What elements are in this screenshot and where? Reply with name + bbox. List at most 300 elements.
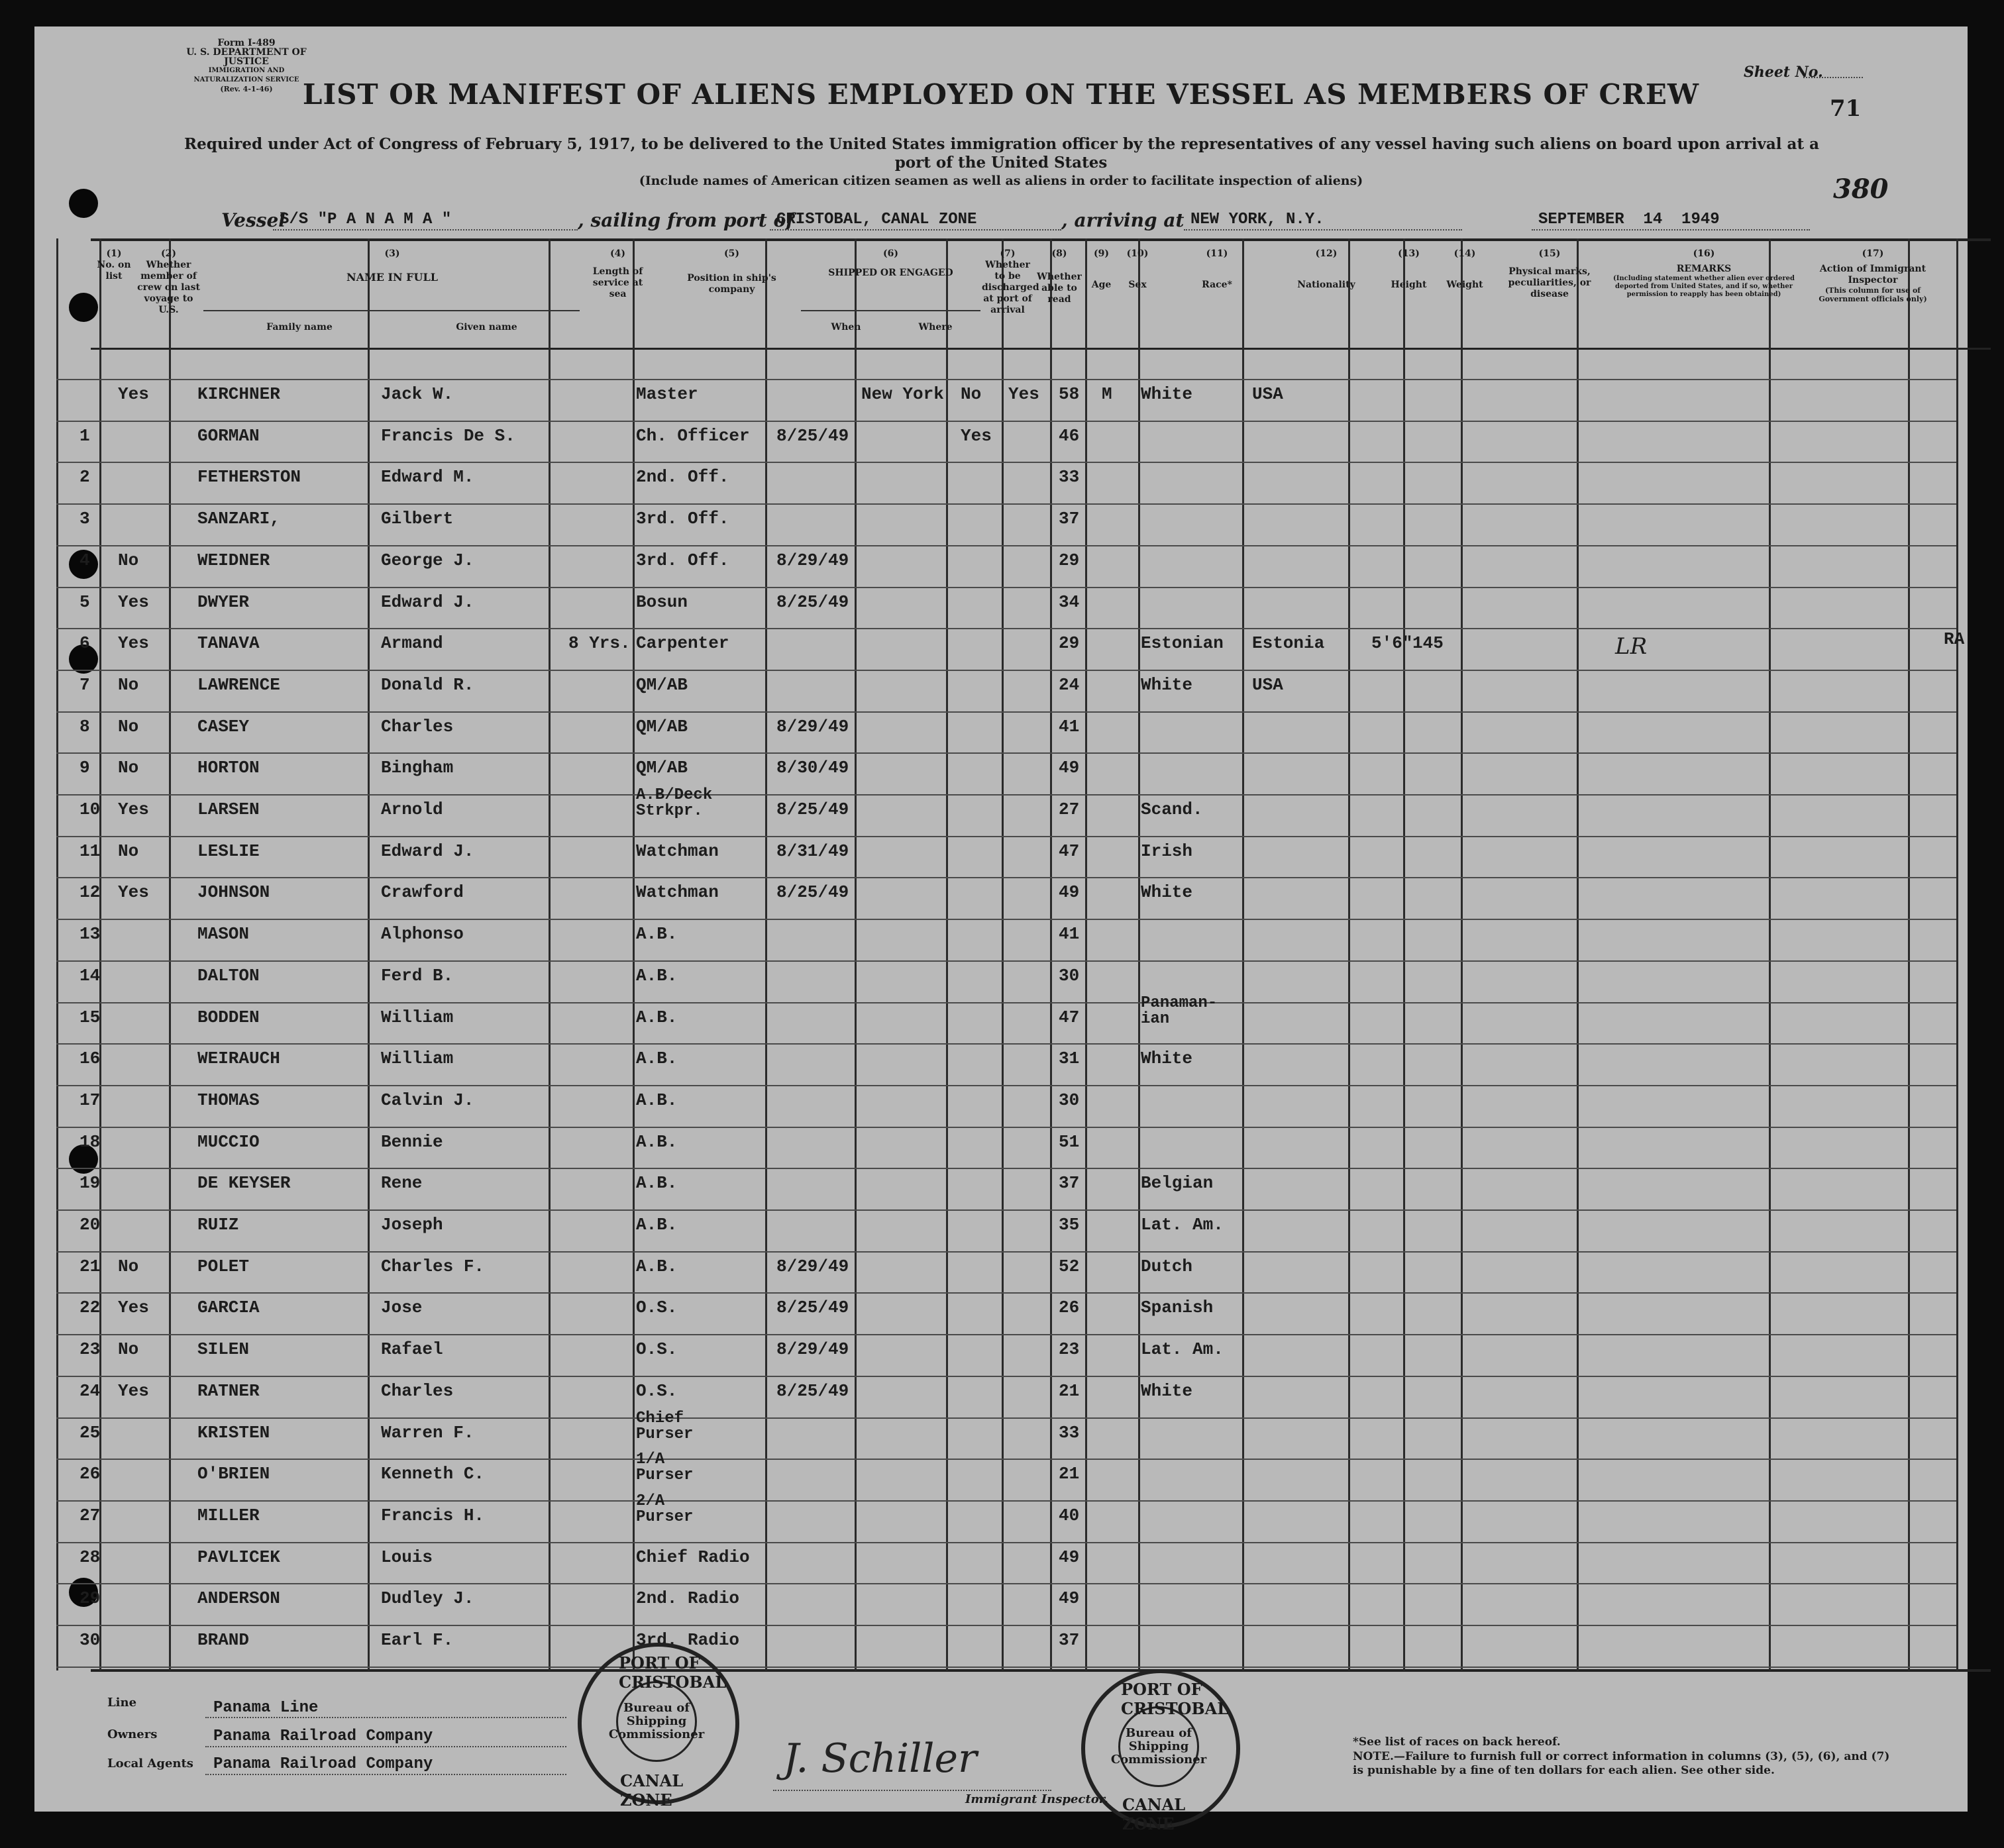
cell-race: White: [1141, 1381, 1193, 1401]
sheet-number: 71: [1830, 95, 1862, 122]
column-rule: [549, 238, 551, 1670]
cell-no: 26: [79, 1464, 101, 1484]
cell-weight: 145: [1412, 633, 1444, 653]
cell-age: 58: [1059, 384, 1080, 404]
cell-position: Carpenter: [636, 633, 729, 653]
cell-height: 5'6": [1371, 633, 1413, 653]
corner-mark: 380: [1833, 174, 1889, 205]
cell-prev: No: [118, 717, 139, 737]
cell-prev: No: [118, 1339, 139, 1359]
shipped-subheader-divider: [801, 310, 980, 311]
cell-given: Joseph: [381, 1215, 443, 1235]
arriving-underline: [1184, 229, 1462, 231]
agents-label: Local Agents: [107, 1757, 193, 1771]
col-4-header: (4) Length of service at sea: [592, 248, 643, 299]
cell-age: 52: [1059, 1257, 1080, 1276]
cell-age: 24: [1059, 675, 1080, 695]
cell-no: 14: [79, 966, 101, 986]
cell-no: 18: [79, 1132, 101, 1152]
cell-family: SANZARI,: [197, 509, 280, 529]
owners-value: Panama Railroad Company: [213, 1727, 433, 1745]
cell-when: 8/25/49: [776, 592, 849, 612]
cell-family: BODDEN: [197, 1007, 260, 1027]
column-rule: [633, 238, 635, 1670]
arrival-date: SEPTEMBER 14 1949: [1538, 211, 1720, 229]
cell-given: Francis H.: [381, 1506, 485, 1525]
cell-prev: Yes: [118, 1298, 149, 1317]
cell-no: 7: [79, 675, 90, 695]
column-rule: [946, 238, 948, 1670]
cell-no: 22: [79, 1298, 101, 1317]
row-rule: [56, 1002, 1956, 1003]
cell-family: RUIZ: [197, 1215, 239, 1235]
cell-nat: Estonia: [1252, 633, 1325, 653]
page-title: LIST OR MANIFEST OF ALIENS EMPLOYED ON THE VESSEL AS MEMBERS OF CREW: [302, 78, 1700, 111]
cell-given: Armand: [381, 633, 443, 653]
row-rule: [56, 1583, 1956, 1584]
cell-age: 33: [1059, 1423, 1080, 1443]
cell-age: 37: [1059, 509, 1080, 529]
cell-position: O.S.: [636, 1339, 678, 1359]
cell-when: 8/29/49: [776, 717, 849, 737]
sailing-port: CRISTOBAL, CANAL ZONE: [776, 211, 977, 229]
row-rule: [56, 752, 1956, 754]
cell-given: Donald R.: [381, 675, 474, 695]
form-service: IMMIGRATION AND NATURALIZATION SERVICE: [193, 67, 299, 83]
cell-age: 33: [1059, 467, 1080, 487]
stamp-top-text: PORT OF CRISTOBAL: [619, 1653, 727, 1692]
cell-age: 49: [1059, 758, 1080, 778]
cell-position: Ch. Officer: [636, 426, 750, 446]
cell-age: 31: [1059, 1049, 1080, 1068]
cell-family: PAVLICEK: [197, 1547, 280, 1567]
cell-given: Edward J.: [381, 841, 474, 861]
cell-given: Jose: [381, 1298, 423, 1317]
cell-position: Bosun: [636, 592, 688, 612]
row-rule: [56, 711, 1956, 713]
row-rule: [56, 877, 1956, 878]
name-subheader-divider: [203, 310, 580, 311]
cell-race: Estonian: [1141, 633, 1224, 653]
cell-race: White: [1141, 1049, 1193, 1068]
cell-no: 28: [79, 1547, 101, 1567]
form-revision: (Rev. 4-1-46): [220, 85, 273, 93]
cell-read: Yes: [1008, 384, 1039, 404]
cell-prev: Yes: [118, 1381, 149, 1401]
cell-given: Calvin J.: [381, 1090, 474, 1110]
cell-age: 21: [1059, 1464, 1080, 1484]
cell-family: GORMAN: [197, 426, 260, 446]
owners-underline: [205, 1746, 566, 1747]
row-rule: [56, 628, 1956, 629]
row-rule: [56, 503, 1956, 505]
cell-position: 2nd. Radio: [636, 1588, 740, 1608]
cell-disch: Yes: [961, 426, 992, 446]
cell-position: 2nd. Off.: [636, 467, 729, 487]
col-3a-header: Family name: [266, 322, 333, 333]
cell-age: 37: [1059, 1630, 1080, 1650]
row-rule: [56, 794, 1956, 796]
inspector-underline: [773, 1790, 1051, 1791]
cell-age: 47: [1059, 1007, 1080, 1027]
cell-family: DE KEYSER: [197, 1173, 291, 1193]
fine-note: NOTE.—Failure to furnish full or correct information in columns (3), (5), (6), and (7) is punishable by a fine of ten dollars for each alien. See other side.: [1353, 1750, 1890, 1777]
sheet-label: Sheet No.: [1744, 64, 1823, 81]
cell-family: POLET: [197, 1257, 250, 1276]
cell-prev: Yes: [118, 633, 149, 653]
cell-family: MUCCIO: [197, 1132, 260, 1152]
cell-when: 8/31/49: [776, 841, 849, 861]
cell-position: A.B.: [636, 1007, 678, 1027]
cell-race: Dutch: [1141, 1257, 1193, 1276]
col-8-header: (8) Whether able to read: [1037, 248, 1082, 305]
row-rule: [56, 379, 1956, 380]
cell-position: QM/AB: [636, 717, 688, 737]
cell-family: DALTON: [197, 966, 260, 986]
cell-prev: No: [118, 758, 139, 778]
column-rule: [169, 238, 171, 1670]
cell-age: 26: [1059, 1298, 1080, 1317]
cell-given: Jack W.: [381, 384, 454, 404]
cell-no: 20: [79, 1215, 101, 1235]
cell-no: 29: [79, 1588, 101, 1608]
cell-family: WEIDNER: [197, 550, 270, 570]
stamp-bottom-text: CANAL ZONE: [1122, 1795, 1186, 1833]
row-rule: [56, 1417, 1956, 1419]
col-3-header: (3) NAME IN FULL: [346, 248, 438, 283]
cell-family: LESLIE: [197, 841, 260, 861]
punch-hole: [69, 293, 98, 322]
cell-no: 19: [79, 1173, 101, 1193]
cell-position: A.B.: [636, 1257, 678, 1276]
cell-given: Kenneth C.: [381, 1464, 485, 1484]
row-rule: [56, 545, 1956, 546]
date-underline: [1532, 229, 1810, 231]
cell-position: O.S.: [636, 1298, 678, 1317]
cell-age: 23: [1059, 1339, 1080, 1359]
cell-family: RATNER: [197, 1381, 260, 1401]
col-2-header: (2) Whether member of crew on last voyage to U.S.: [137, 248, 200, 315]
cell-position: A.B.: [636, 1173, 678, 1193]
cell-no: 15: [79, 1007, 101, 1027]
row-rule: [56, 1667, 1956, 1668]
row-rule: [56, 587, 1956, 588]
form-number: Form I-489: [217, 38, 276, 48]
cell-position: Watchman: [636, 841, 719, 861]
column-rule: [1138, 238, 1140, 1670]
col-1-header: (1) No. on list: [97, 248, 131, 282]
cell-when: 8/25/49: [776, 426, 849, 446]
cell-family: FETHERSTON: [197, 467, 301, 487]
cell-given: Ferd B.: [381, 966, 454, 986]
table-top-border: [91, 238, 1991, 241]
cell-race: Lat. Am.: [1141, 1339, 1224, 1359]
column-rule: [855, 238, 857, 1670]
cell-age: 29: [1059, 633, 1080, 653]
cell-nat: USA: [1252, 675, 1283, 695]
cell-when: 8/29/49: [776, 1339, 849, 1359]
row-rule: [56, 919, 1956, 920]
cell-sex: M: [1102, 384, 1112, 404]
cell-age: 35: [1059, 1215, 1080, 1235]
cell-given: Alphonso: [381, 924, 464, 944]
cell-given: Charles F.: [381, 1257, 485, 1276]
col-6a-header: When: [831, 322, 861, 333]
cell-position: 3rd. Off.: [636, 550, 729, 570]
column-rule: [56, 238, 58, 1670]
row-rule: [56, 1127, 1956, 1128]
cell-position: Chief Purser: [636, 1410, 694, 1443]
cell-no: 4: [79, 550, 90, 570]
cell-prev: No: [118, 675, 139, 695]
row-rule: [56, 1251, 1956, 1253]
sailing-underline: [770, 229, 1061, 231]
cell-family: JOHNSON: [197, 882, 270, 902]
cell-when: 8/25/49: [776, 799, 849, 819]
agents-underline: [205, 1774, 566, 1775]
cell-nat: USA: [1252, 384, 1283, 404]
cell-given: Crawford: [381, 882, 464, 902]
cell-when: 8/29/49: [776, 1257, 849, 1276]
cell-family: MILLER: [197, 1506, 260, 1525]
cell-family: ANDERSON: [197, 1588, 280, 1608]
row-rule: [56, 1209, 1956, 1211]
cell-family: LARSEN: [197, 799, 260, 819]
column-rule: [1085, 238, 1087, 1670]
cell-age: 41: [1059, 717, 1080, 737]
table-bottom-border: [91, 1669, 1991, 1672]
cell-position: 1/A Purser: [636, 1451, 694, 1484]
cell-given: Bingham: [381, 758, 454, 778]
cell-position: A.B.: [636, 924, 678, 944]
cell-no: 8: [79, 717, 90, 737]
cell-no: 3: [79, 509, 90, 529]
cell-family: MASON: [197, 924, 250, 944]
line-value: Panama Line: [213, 1699, 319, 1717]
races-note: *See list of races on back hereof.: [1353, 1735, 1561, 1749]
vessel-label: Vessel: [221, 209, 286, 231]
cell-race: White: [1141, 384, 1193, 404]
cell-given: William: [381, 1049, 454, 1068]
col-16-header: (16) REMARKS (Including statement whether alien ever ordered deported from United States, and if so, whether permission to reapply has been obtained): [1612, 248, 1795, 298]
row-rule: [56, 462, 1956, 463]
arriving-port: NEW YORK, N.Y.: [1190, 211, 1324, 229]
cell-no: 17: [79, 1090, 101, 1110]
cell-age: 41: [1059, 924, 1080, 944]
cell-position: Master: [636, 384, 698, 404]
cell-position: O.S.: [636, 1381, 678, 1401]
cell-no: 25: [79, 1423, 101, 1443]
col-6-header: (6) SHIPPED OR ENGAGED: [828, 248, 953, 278]
cell-given: Edward J.: [381, 592, 474, 612]
port-stamp: [578, 1643, 739, 1810]
cell-prev: Yes: [118, 882, 149, 902]
cell-no: 5: [79, 592, 90, 612]
sailing-label: , sailing from port of: [578, 209, 794, 231]
header-bottom-border: [91, 348, 1991, 350]
row-rule: [56, 960, 1956, 962]
row-rule: [56, 1459, 1956, 1460]
col-5-header: (5) Position in ship's company: [687, 248, 776, 295]
row-rule: [56, 836, 1956, 837]
cell-when: 8/25/49: [776, 1381, 849, 1401]
col-6b-header: Where: [918, 322, 953, 333]
cell-no: 13: [79, 924, 101, 944]
cell-race: White: [1141, 882, 1193, 902]
cell-family: GARCIA: [197, 1298, 260, 1317]
cell-age: 46: [1059, 426, 1080, 446]
cell-age: 21: [1059, 1381, 1080, 1401]
cell-family: DWYER: [197, 592, 250, 612]
subtitle-2: port of the United States: [894, 154, 1108, 172]
cell-family: BRAND: [197, 1630, 250, 1650]
subtitle-3: (Include names of American citizen seamen as well as aliens in order to facilitate inspection of aliens): [639, 174, 1363, 188]
cell-prev: No: [118, 841, 139, 861]
cell-given: Arnold: [381, 799, 443, 819]
cell-no: 2: [79, 467, 90, 487]
cell-position: A.B.: [636, 1215, 678, 1235]
cell-given: Earl F.: [381, 1630, 454, 1650]
cell-given: Francis De S.: [381, 426, 515, 446]
inspector-label: Immigrant Inspector.: [965, 1792, 1108, 1806]
cell-race: Belgian: [1141, 1173, 1214, 1193]
column-rule: [1403, 238, 1405, 1670]
col-7-header: (7) Whether to be discharged at port of arrival: [982, 248, 1039, 315]
stamp-bottom-text: CANAL ZONE: [620, 1771, 684, 1810]
cell-no: 24: [79, 1381, 101, 1401]
column-rule: [765, 238, 767, 1670]
cell-family: KIRCHNER: [197, 384, 280, 404]
column-rule: [1002, 238, 1004, 1670]
cell-age: 29: [1059, 550, 1080, 570]
cell-race: Panaman- ian: [1141, 994, 1218, 1028]
cell-age: 34: [1059, 592, 1080, 612]
cell-position: Chief Radio: [636, 1547, 750, 1567]
vessel-underline: [273, 229, 578, 231]
column-rule: [1242, 238, 1244, 1670]
row-rule: [56, 1376, 1956, 1377]
cell-given: Charles: [381, 1381, 454, 1401]
cell-prev: Yes: [118, 799, 149, 819]
cell-no: 11: [79, 841, 101, 861]
col-11-header: (11) Race*: [1202, 248, 1232, 290]
cell-family: THOMAS: [197, 1090, 260, 1110]
cell-age: 27: [1059, 799, 1080, 819]
cell-race: Spanish: [1141, 1298, 1214, 1317]
cell-position: QM/AB: [636, 675, 688, 695]
cell-when: 8/29/49: [776, 550, 849, 570]
cell-position: A.B.: [636, 966, 678, 986]
cell-given: Charles: [381, 717, 454, 737]
cell-family: O'BRIEN: [197, 1464, 270, 1484]
owners-label: Owners: [107, 1727, 158, 1741]
cell-family: HORTON: [197, 758, 260, 778]
row-rule: [56, 1500, 1956, 1502]
cell-age: 49: [1059, 882, 1080, 902]
cell-position: QM/AB: [636, 758, 688, 778]
col-15-header: (15) Physical marks, peculiarities, or disease: [1508, 248, 1591, 299]
col-14-header: (14) Weight: [1446, 248, 1483, 290]
cell-given: Edward M.: [381, 467, 474, 487]
cell-position: 3rd. Off.: [636, 509, 729, 529]
cell-no: 1: [79, 426, 90, 446]
arriving-label: , arriving at: [1061, 209, 1185, 231]
column-rule: [1769, 238, 1771, 1670]
cell-given: Louis: [381, 1547, 433, 1567]
column-rule: [1956, 238, 1958, 1670]
margin-mark: RA: [1944, 629, 1965, 649]
row-rule: [56, 1168, 1956, 1169]
row-rule: [56, 1043, 1956, 1045]
cell-prev: No: [118, 550, 139, 570]
cell-no: 6: [79, 633, 90, 653]
cell-given: William: [381, 1007, 454, 1027]
stamp-top-text: PORT OF CRISTOBAL: [1121, 1680, 1229, 1718]
line-underline: [205, 1717, 566, 1718]
col-9-header: (9) Age: [1091, 248, 1112, 290]
column-rule: [1577, 238, 1579, 1670]
col-13-header: (13) Height: [1391, 248, 1427, 290]
row-rule: [56, 670, 1956, 671]
cell-given: Bennie: [381, 1132, 443, 1152]
cell-where: New York: [861, 384, 944, 404]
cell-age: 37: [1059, 1173, 1080, 1193]
col-3b-header: Given name: [456, 322, 517, 333]
cell-family: WEIRAUCH: [197, 1049, 280, 1068]
cell-position: Watchman: [636, 882, 719, 902]
cell-age: 47: [1059, 841, 1080, 861]
cell-no: 23: [79, 1339, 101, 1359]
row-rule: [56, 1334, 1956, 1335]
column-rule: [368, 238, 370, 1670]
cell-age: 49: [1059, 1588, 1080, 1608]
column-rule: [1348, 238, 1350, 1670]
cell-age: 30: [1059, 1090, 1080, 1110]
cell-position: A.B.: [636, 1049, 678, 1068]
form-department: U. S. DEPARTMENT OF JUSTICE: [186, 47, 307, 67]
cell-given: Gilbert: [381, 509, 454, 529]
cell-family: LAWRENCE: [197, 675, 280, 695]
row-rule: [56, 421, 1956, 422]
cell-given: George J.: [381, 550, 474, 570]
cell-no: 9: [79, 758, 90, 778]
inspector-signature: J. Schiller: [783, 1735, 977, 1782]
cell-remarks: LR: [1615, 633, 1648, 660]
cell-race: Irish: [1141, 841, 1193, 861]
cell-when: 8/25/49: [776, 1298, 849, 1317]
cell-family: KRISTEN: [197, 1423, 270, 1443]
cell-no: 10: [79, 799, 101, 819]
cell-position: 3rd. Radio: [636, 1630, 740, 1650]
cell-position: 2/A Purser: [636, 1492, 694, 1526]
cell-prev: No: [118, 1257, 139, 1276]
cell-position: A.B/Deck Strkpr.: [636, 786, 713, 820]
cell-no: 12: [79, 882, 101, 902]
punch-hole: [69, 189, 98, 218]
cell-family: CASEY: [197, 717, 250, 737]
row-rule: [56, 1292, 1956, 1294]
row-rule: [56, 1085, 1956, 1086]
cell-given: Rafael: [381, 1339, 443, 1359]
cell-family: SILEN: [197, 1339, 250, 1359]
column-rule: [99, 238, 101, 1670]
subtitle-1: Required under Act of Congress of February 5, 1917, to be delivered to the United States immigration officer by the representatives of any vessel having such aliens on board upon arrival at a: [184, 135, 1819, 153]
cell-no: 30: [79, 1630, 101, 1650]
cell-given: Rene: [381, 1173, 423, 1193]
cell-family: TANAVA: [197, 633, 260, 653]
cell-prev: Yes: [118, 592, 149, 612]
cell-age: 30: [1059, 966, 1080, 986]
